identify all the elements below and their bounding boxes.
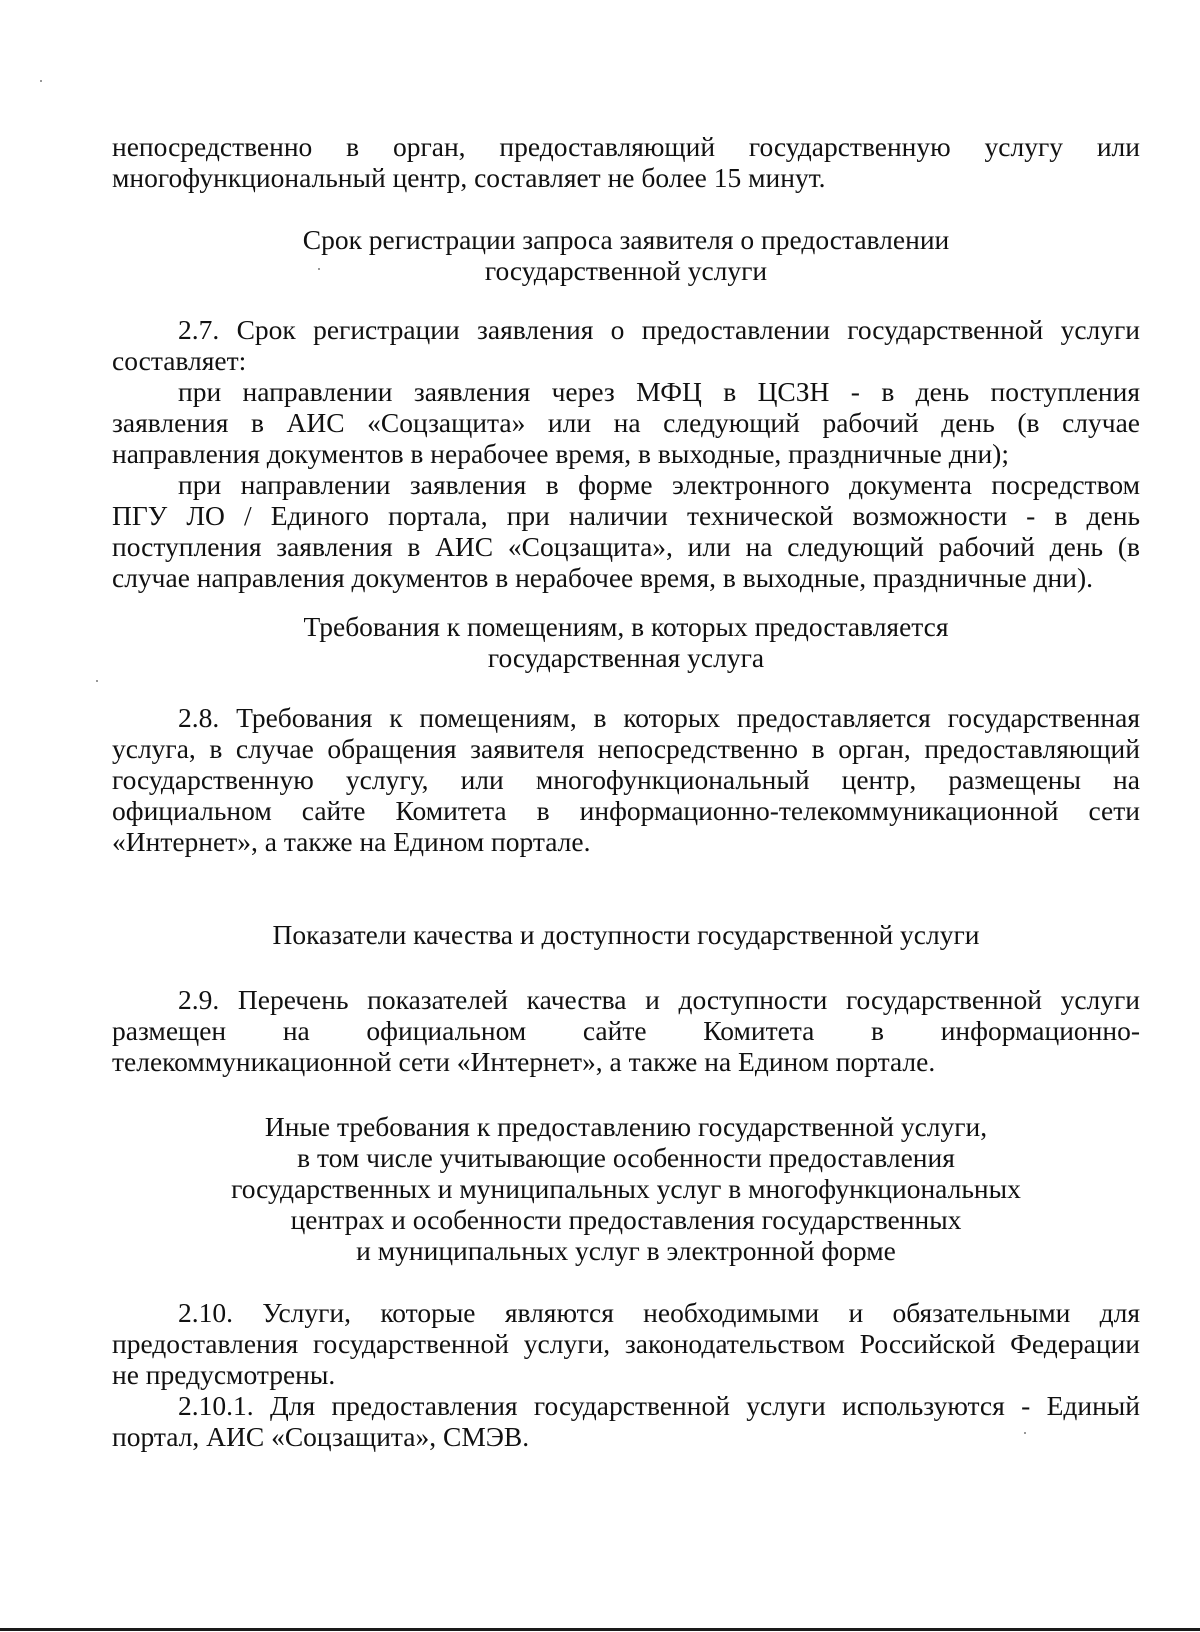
heading-line: государственной услуги (484, 255, 768, 286)
text-line: поступления заявления в АИС «Соцзащита», или на следующий рабочий день (в (112, 531, 1140, 562)
section-heading-other-requirements (112, 1111, 1140, 1266)
scan-speck (40, 80, 42, 82)
scan-speck (1024, 1432, 1026, 1434)
heading-line: государственная услуга (487, 642, 765, 673)
heading-line: Требования к помещениям, в которых предоставляется (303, 611, 949, 642)
text-line: 2.10.1. Для предоставления государственной услуги используются - Единый (178, 1390, 1140, 1421)
text-line: ПГУ ЛО / Единого портала, при наличии технической возможности - в день (112, 500, 1140, 531)
text-line: телекоммуникационной сети «Интернет», а также на Едином портале. (112, 1046, 936, 1077)
text-line: при направлении заявления через МФЦ в ЦСЗН - в день поступления (178, 376, 1140, 407)
text-line: портал, АИС «Соцзащита», СМЭВ. (112, 1421, 530, 1452)
text-line: заявления в АИС «Соцзащита» или на следующий рабочий день (в случае (112, 407, 1140, 438)
scan-edge-line (0, 1628, 1200, 1631)
paragraph-2-7-pgu (112, 469, 1140, 593)
text-line: случае направления документов в нерабочее время, в выходные, праздничные дни). (112, 562, 1094, 593)
paragraph-2-8 (112, 702, 1140, 857)
text-line: непосредственно в орган, предоставляющий государственную услугу или (112, 131, 1140, 162)
text-line: услуга, в случае обращения заявителя непосредственно в орган, предоставляющий (112, 733, 1140, 764)
text-line: 2.9. Перечень показателей качества и доступности государственной услуги (178, 984, 1140, 1015)
text-line: направления документов в нерабочее время, в выходные, праздничные дни); (112, 438, 1009, 469)
heading-line: центрах и особенности предоставления государственных (290, 1204, 962, 1235)
paragraph-2-10 (112, 1297, 1140, 1390)
heading-line: Срок регистрации запроса заявителя о предоставлении (302, 224, 950, 255)
text-line: предоставления государственной услуги, законодательством Российской Федерации (112, 1328, 1140, 1359)
paragraph-2-10-1 (112, 1390, 1140, 1452)
text-line: при направлении заявления в форме электронного документа посредством (178, 469, 1140, 500)
text-line: 2.10. Услуги, которые являются необходимыми и обязательными для (178, 1297, 1140, 1328)
text-line: официальном сайте Комитета в информационно-телекоммуникационной сети (112, 795, 1140, 826)
scan-speck (318, 268, 320, 270)
text-line: многофункциональный центр, составляет не более 15 минут. (112, 162, 826, 193)
heading-line: государственных и муниципальных услуг в многофункциональных (231, 1173, 1021, 1204)
scan-speck (96, 680, 98, 682)
text-line: 2.7. Срок регистрации заявления о предоставлении государственной услуги (178, 314, 1140, 345)
text-line: 2.8. Требования к помещениям, в которых предоставляется государственная (178, 702, 1140, 733)
paragraph-2-9 (112, 984, 1140, 1077)
text-line: размещен на официальном сайте Комитета в информационно- (112, 1015, 1140, 1046)
text-line: государственную услугу, или многофункциональный центр, размещены на (112, 764, 1140, 795)
section-heading-premises (112, 611, 1140, 673)
section-heading-registration (112, 224, 1140, 286)
paragraph-2-7 (112, 314, 1140, 376)
text-line: «Интернет», а также на Едином портале. (112, 826, 591, 857)
section-heading-quality (112, 919, 1140, 950)
text-line: не предусмотрены. (112, 1359, 336, 1390)
heading-line: Иные требования к предоставлению государственной услуги, (264, 1111, 988, 1142)
heading-line: и муниципальных услуг в электронной форме (356, 1235, 896, 1266)
text-line: составляет: (112, 345, 247, 376)
paragraph-intro (112, 131, 1140, 193)
heading-line: в том числе учитывающие особенности предоставления (297, 1142, 955, 1173)
heading-line: Показатели качества и доступности государственной услуги (272, 919, 980, 950)
paragraph-2-7-mfc (112, 376, 1140, 469)
